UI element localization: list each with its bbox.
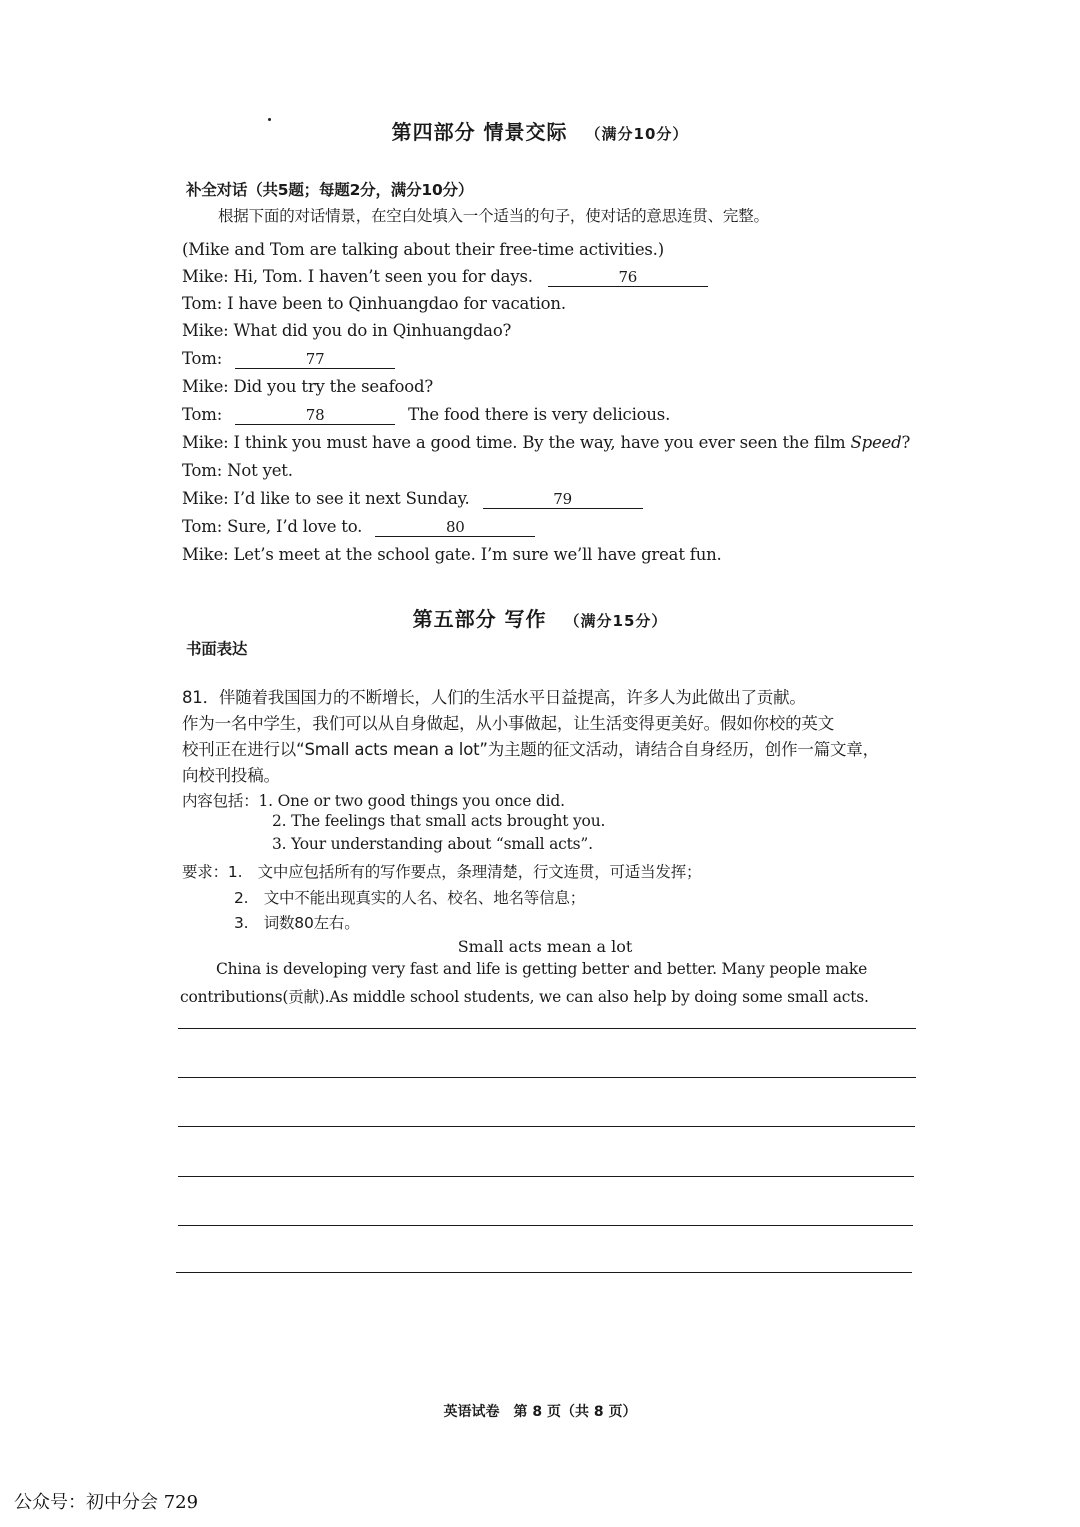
dialogue-line-6: Tom: 78 The food there is very delicious. [182, 405, 671, 424]
writing-line[interactable] [178, 1028, 916, 1029]
writing-line[interactable] [178, 1126, 915, 1127]
prompt-line-4: 向校刊投稿。 [182, 766, 280, 785]
blank-79[interactable]: 79 [483, 490, 643, 509]
part4-score: （满分10分） [585, 125, 689, 143]
content-label: 内容包括： [182, 792, 259, 810]
dialogue-line-3: Mike: What did you do in Qinhuangdao? [182, 321, 512, 340]
dialogue-line-9: Mike: I’d like to see it next Sunday. 79 [182, 489, 643, 509]
part5-subheading: 书面表达 [186, 640, 248, 658]
dialogue-line-4: Tom: 77 [182, 349, 395, 369]
dialogue-line-10: Tom: Sure, I’d love to. 80 [182, 517, 535, 537]
dialogue-line-8: Tom: Not yet. [182, 461, 293, 480]
blank-76[interactable]: 76 [548, 268, 708, 287]
part4-instruction: 根据下面的对话情景，在空白处填入一个适当的句子，使对话的意思连贯、完整。 [218, 207, 769, 225]
part4-title: 第四部分 情景交际 （满分10分） [391, 120, 689, 144]
blank-77[interactable]: 77 [235, 350, 395, 369]
content-item-2: 2. The feelings that small acts brought you. [272, 812, 606, 830]
dialogue-line-11: Mike: Let’s meet at the school gate. I’m sure we’ll have great fun. [182, 545, 722, 564]
writing-line[interactable] [178, 1077, 916, 1078]
content-item-3: 3. Your understanding about “small acts”. [272, 835, 593, 853]
dialogue-line-2: Tom: I have been to Qinhuangdao for vacation. [182, 294, 566, 313]
dialogue-line-1: Mike: Hi, Tom. I haven’t seen you for days. 76 [182, 267, 708, 287]
req-label: 要求： [182, 863, 228, 881]
requirement-2: 2. 文中不能出现真实的人名、校名、地名等信息； [234, 889, 585, 907]
part4-subheading: 补全对话（共5题；每题2分，满分10分） [186, 181, 474, 199]
page-footer: 英语试卷 第 8 页（共 8 页） [443, 1404, 637, 1420]
part5-score: （满分15分） [564, 612, 668, 630]
writing-line[interactable] [176, 1272, 912, 1273]
requirement-3: 3. 词数80左右。 [234, 914, 360, 932]
prompt-line-2: 作为一名中学生，我们可以从自身做起，从小事做起，让生活变得更美好。假如你校的英文 [182, 714, 835, 733]
content-requirements: 内容包括：1. One or two good things you once did. [182, 792, 565, 810]
dialogue-context: (Mike and Tom are talking about their free-time activities.) [182, 240, 664, 259]
prompt-line-1: 81．伴随着我国国力的不断增长，人们的生活水平日益提高，许多人为此做出了贡献。 [182, 688, 806, 707]
writing-line[interactable] [178, 1225, 913, 1226]
requirement-1: 要求：1. 文中应包括所有的写作要点，条理清楚，行文连贯，可适当发挥； [182, 863, 702, 881]
essay-title: Small acts mean a lot [457, 937, 633, 956]
prompt-line-3: 校刊正在进行以“Small acts mean a lot”为主题的征文活动，请结合自身经历，创作一篇文章， [182, 740, 879, 759]
blank-80[interactable]: 80 [375, 518, 535, 537]
watermark: 公众号：初中分会 729 [14, 1492, 199, 1513]
essay-line-1: China is developing very fast and life is getting better and better. Many people make [216, 960, 868, 978]
essay-line-2: contributions(贡献).As middle school students, we can also help by doing some small acts. [180, 988, 869, 1006]
film-title: Speed [850, 433, 902, 452]
writing-line[interactable] [178, 1176, 914, 1177]
dialogue-line-7: Mike: I think you must have a good time. By the way, have you ever seen the film Speed? [182, 433, 911, 452]
blank-78[interactable]: 78 [235, 406, 395, 425]
part5-title: 第五部分 写作 （满分15分） [412, 607, 668, 631]
dialogue-line-5: Mike: Did you try the seafood? [182, 377, 433, 396]
